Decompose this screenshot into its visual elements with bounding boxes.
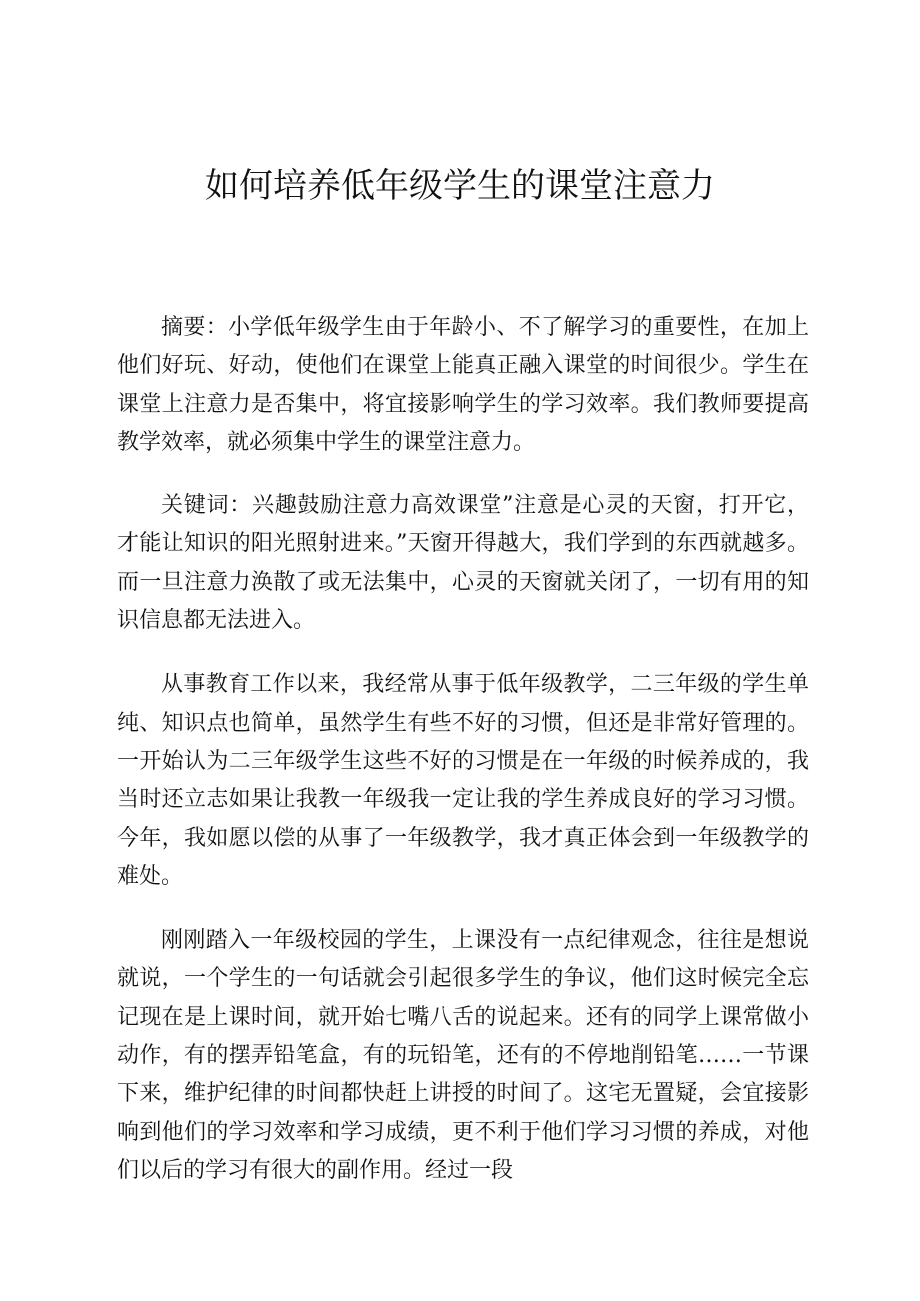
document-title: 如何培养低年级学生的课堂注意力 bbox=[205, 166, 715, 206]
body-paragraph: 刚刚踏入一年级校园的学生，上课没有一点纪律观念，往往是想说就说，一个学生的一句话就会引起很多学生的争议，他们这时候完全忘记现在是上课时间，就开始七嘴八舌的说起来。还有的同学上课常做小动作，有的摆弄铅笔盒，有的玩铅笔，还有的不停地削铅笔……一节课下来，维护纪律的时间都快赶上讲授的时间了。这宅无置疑，会宜接影响到他们的学习效率和学习成绩，更不利于他们学习习惯的养成，对他们以后的学习有很大的副作用。经过一段 bbox=[117, 928, 809, 1183]
keywords-paragraph: 关键词：兴趣鼓励注意力高效课堂”注意是心灵的天窗，打开它，才能让知识的阳光照射进来。”天窗开得越大，我们学到的东西就越多。而一旦注意力涣散了或无法集中，心灵的天窗就关闭了，一切有用的知识信息都无法进入。 bbox=[117, 493, 809, 634]
body-paragraph: 从事教育工作以来，我经常从事于低年级教学，二三年级的学生单纯、知识点也简单，虽然学生有些不好的习惯，但还是非常好管理的。一开始认为二三年级学生这些不好的习惯是在一年级的时候养成的，我当时还立志如果让我教一年级我一定让我的学生养成良好的学习习惯。今年，我如愿以偿的从事了一年级教学，我才真正体会到一年级教学的难处。 bbox=[117, 672, 809, 889]
document-body bbox=[117, 309, 809, 1190]
abstract-paragraph: 摘要：小学低年级学生由于年龄小、不了解学习的重要性，在加上他们好玩、好动，使他们在课堂上能真正融入课堂的时间很少。学生在课堂上注意力是否集中，将宜接影响学生的学习效率。我们教师要提高教学效率，就必须集中学生的课堂注意力。 bbox=[117, 315, 809, 455]
